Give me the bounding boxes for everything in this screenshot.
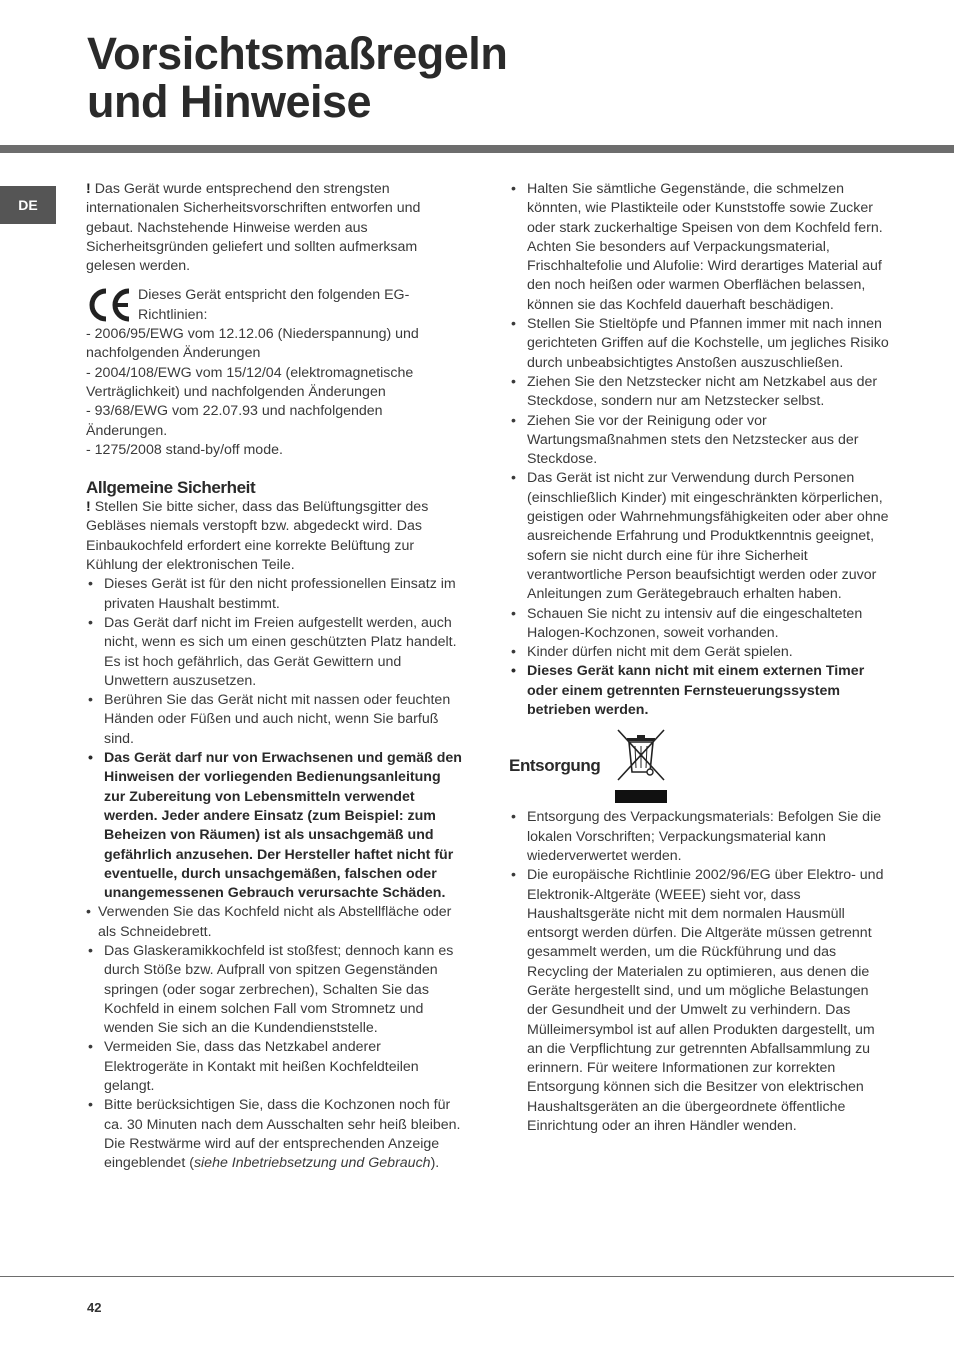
- disposal-header: [509, 728, 889, 808]
- page-title-line-2: und Hinweise: [87, 76, 372, 127]
- list-item: [86, 1096, 464, 1173]
- list-item: • Schauen Sie nicht zu intensiv auf die eingeschalteten Halogen-Kochzonen, soweit vorhanden.: [509, 605, 889, 644]
- general-safety-list: [86, 575, 464, 1173]
- list-item: • Ziehen Sie vor der Reinigung oder vor Wartungsmaßnahmen stets den Netzstecker aus der Steckdose.: [509, 412, 889, 470]
- header-rule: [0, 145, 954, 153]
- section-heading-general-safety: Allgemeine Sicherheit: [86, 478, 256, 498]
- list-item: • Stellen Sie Stieltöpfe und Pfannen immer mit nach innen gerichteten Griffen auf die Kochstelle, um jegliches Risiko durch unbeabsichtigtes Anstoßen auszuschließen.: [509, 315, 889, 373]
- directive-2: - 2004/108/EWG vom 15/12/04 (elektromagnetische Verträglichkeit) und nachfolgenden Änderungen: [86, 364, 414, 400]
- list-item: • Halten Sie sämtliche Gegenstände, die schmelzen könnten, wie Plastikteile oder Kunststoffe sowie Zucker oder stark zuckerhaltige Speisen von dem Kochfeld fern. Achten Sie besonders auf Verpackungsmaterial, Frischhaltefolie und Alufolie: Wird derartiges Material auf den noch heißen oder warmen Oberflächen belassen, können sie das Kochfeld dauerhaft beschädigen.: [509, 180, 889, 315]
- page-title-line-1: Vorsichtsmaßregeln: [87, 28, 508, 79]
- directive-1: - 2006/95/EWG vom 12.12.06 (Niederspannung) und nachfolgenden Änderungen: [86, 326, 419, 362]
- general-safety-intro-text: Stellen Sie bitte sicher, dass das Belüftungsgitter des Gebläses niemals verstopft bzw. abgedeckt wird. Das Einbaukochfeld erfordert eine korrekte Belüftung zur Kühlung der elektronischen Teile.: [86, 499, 429, 574]
- list-item-text-end: ).: [430, 1155, 440, 1172]
- crossed-out-bin-icon: [613, 728, 669, 804]
- list-item: • Entsorgung des Verpackungsmaterials: Befolgen Sie die lokalen Vorschriften; Verpackungsmaterial kann wiederverwertet werden.: [509, 808, 889, 866]
- ce-mark-icon: [86, 288, 132, 322]
- right-column: [509, 180, 889, 1136]
- directive-4: - 1275/2008 stand-by/off mode.: [86, 441, 283, 458]
- list-item: • Kinder dürfen nicht mit dem Gerät spielen.: [509, 643, 889, 662]
- cross-reference: siehe Inbetriebsetzung und Gebrauch: [193, 1155, 431, 1172]
- ce-text: Dieses Gerät entspricht den folgenden EG-Richtlinien:: [138, 287, 410, 323]
- directive-3: - 93/68/EWG vom 22.07.93 und nachfolgenden Änderungen.: [86, 403, 383, 439]
- language-tab: DE: [0, 186, 56, 224]
- warning-mark: !: [86, 181, 91, 197]
- ce-compliance: [86, 286, 464, 325]
- intro-text: Das Gerät wurde entsprechend den strengsten internationalen Sicherheitsvorschriften entworfen und gebaut. Nachstehende Hinweise werden aus Sicherheitsgründen geliefert und sollten aufmerksam gelesen werden.: [86, 181, 421, 275]
- list-item: • Das Gerät ist nicht zur Verwendung durch Personen (einschließlich Kinder) mit eingeschränkten körperlichen, geistigen oder Wahrnehmungsfähigkeiten oder aber ohne ausreichende Erfahrung und Produktkenntnis geeignet, sofern sie nicht durch eine für ihre Sicherheit verantwortliche Person beaufsichtigt werden oder zuvor Anleitungen zum Gerätegebrauch erhalten haben.: [509, 469, 889, 604]
- list-item: • Ziehen Sie den Netzstecker nicht am Netzkabel aus der Steckdose, sondern nur am Netzstecker selbst.: [509, 373, 889, 412]
- list-item: • Das Glaskeramikkochfeld ist stoßfest; dennoch kann es durch Stöße bzw. Aufprall von spitzen Gegenständen springen (oder sogar zerbrechen), Schalten Sie das Kochfeld in einem solchen Fall vom Stromnetz und wenden Sie sich an die Kundendienststelle.: [86, 942, 464, 1038]
- list-item: • Berühren Sie das Gerät nicht mit nassen oder feuchten Händen oder Füßen und auch nicht, wenn Sie barfuß sind.: [86, 691, 464, 749]
- disposal-list: [509, 808, 889, 1136]
- list-item: • Das Gerät darf nicht im Freien aufgestellt werden, auch nicht, wenn es sich um einen geschützten Platz handelt. Es ist hoch gefährlich, das Gerät Gewittern und Unwettern auszusetzen.: [86, 614, 464, 691]
- list-item: • Vermeiden Sie, dass das Netzkabel anderer Elektrogeräte in Kontakt mit heißen Kochfeldteilen gelangt.: [86, 1038, 464, 1096]
- left-column: [86, 180, 464, 1174]
- list-item: • Verwenden Sie das Kochfeld nicht als Abstellfläche oder als Schneidebrett.: [86, 903, 464, 942]
- page-title: [87, 30, 507, 126]
- list-item-text: Bitte berücksichtigen Sie, dass die Kochzonen noch für ca. 30 Minuten nach dem Ausschalten sehr heiß bleiben. Die Restwärme wird auf der entsprechenden Anzeige eingeblendet (: [104, 1097, 461, 1172]
- list-item: • Das Gerät darf nur von Erwachsenen und gemäß den Hinweisen der vorliegenden Bedienungsanleitung zur Zubereitung von Lebensmitteln verwendet werden. Jeder andere Einsatz (zum Beispiel: zum Beheizen von Räumen) ist als unsachgemäß und gefährlich anzusehen. Der Hersteller haftet nicht für eventuelle, durch unsachgemäßen, falschen oder unangemessenen Gebrauch verursachte Schäden.: [86, 749, 464, 903]
- page-number: 42: [87, 1300, 102, 1315]
- section-heading-disposal: Entsorgung: [509, 756, 601, 776]
- list-item: • Dieses Gerät ist für den nicht professionellen Einsatz im privaten Haushalt bestimmt.: [86, 575, 464, 614]
- intro-paragraph: [86, 180, 464, 276]
- footer-rule: [0, 1276, 954, 1277]
- list-item: • Die europäische Richtlinie 2002/96/EG über Elektro- und Elektronik-Altgeräte (WEEE) sieht vor, dass Haushaltsgeräte nicht mit dem normalen Hausmüll entsorgt werden dürfen. Die Altgeräte müssen getrennt gesammelt werden, um die Rückführung und das Recycling der Materialen zu optimieren, aus denen die Geräte hergestellt sind, und um mögliche Belastungen der Gesundheit und der Umwelt zu verhindern. Das Mülleimersymbol ist auf allen Produkten dargestellt, um an die Verpflichtung zur getrennten Abfallsammlung zu erinnern. Für weitere Informationen zur korrekten Entsorgung können sich die Besitzer von elektrischen Haushaltsgeräten an die übergeordnete öffentliche Einrichtung oder an ihren Händler wenden.: [509, 866, 889, 1136]
- warning-mark: !: [86, 499, 91, 516]
- list-item: • Dieses Gerät kann nicht mit einem externen Timer oder einem getrennten Fernsteuerungssystem betrieben werden.: [509, 662, 889, 720]
- general-safety-intro: [86, 498, 464, 575]
- safety-list-continued: [509, 180, 889, 720]
